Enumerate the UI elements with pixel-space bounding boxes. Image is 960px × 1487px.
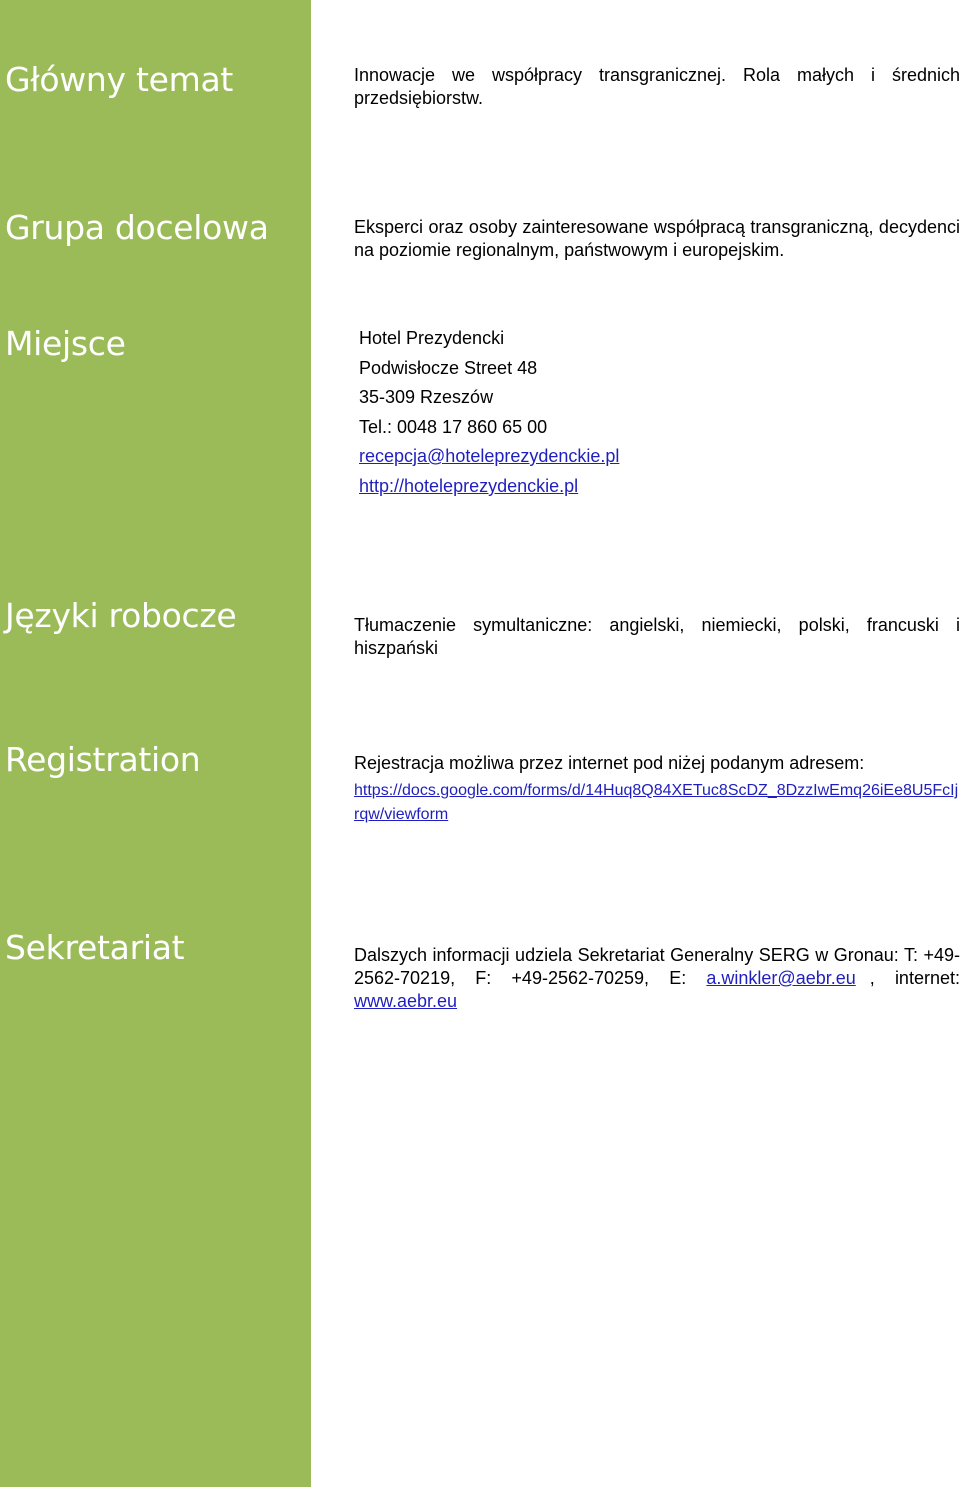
secretariat-website-link[interactable]: www.aebr.eu	[354, 991, 458, 1011]
registration-link[interactable]: https://docs.google.com/forms/d/14Huq8Q84XETuc8ScDZ_8DzzIwEmq26iEe8U5FcIjrqw/viewform	[354, 782, 959, 823]
label-place: Miejsce	[5, 324, 126, 363]
venue-phone: Tel.: 0048 17 860 65 00	[359, 417, 548, 437]
secretariat-separator: ,	[869, 968, 875, 988]
registration-text: Rejestracja możliwa przez internet pod niżej podanym adresem:	[354, 753, 865, 773]
label-registration: Registration	[5, 740, 201, 779]
venue-website-link[interactable]: http://hoteleprezydenckie.pl	[359, 476, 579, 496]
venue-city: 35-309 Rzeszów	[359, 387, 494, 407]
venue-hotel: Hotel Prezydencki	[359, 328, 505, 348]
secretariat-internet-label: internet:	[894, 968, 960, 988]
venue-website	[359, 476, 578, 497]
venue-street: Podwisłocze Street 48	[359, 358, 538, 378]
languages-text: Tłumaczenie symultaniczne: angielski, niemiecki, polski, francuski i hiszpański	[354, 615, 960, 658]
target-group-text: Eksperci oraz osoby zainteresowane współpracą transgraniczną, decydenci na poziomie regionalnym, państwowym i europejskim.	[354, 217, 960, 260]
main-topic-text: Innowacje we współpracy transgranicznej. Rola małych i średnich przedsiębiorstw.	[354, 65, 960, 108]
secretariat-info: Dalszych informacji udziela Sekretariat Generalny SERG w Gronau: T: +49-2562-70219, F: +49-2562-70259, E:	[354, 945, 960, 988]
venue-email-link[interactable]: recepcja@hoteleprezydenckie.pl	[359, 446, 620, 466]
label-target-group: Grupa docelowa	[5, 208, 269, 247]
label-secretariat: Sekretariat	[5, 928, 185, 967]
secretariat-text	[354, 944, 960, 1013]
secretariat-email-link[interactable]: a.winkler@aebr.eu	[706, 968, 856, 988]
venue-email	[359, 446, 619, 467]
label-languages: Języki robocze	[5, 596, 237, 635]
label-main-topic: Główny temat	[5, 60, 234, 99]
registration-link-container	[354, 778, 960, 826]
